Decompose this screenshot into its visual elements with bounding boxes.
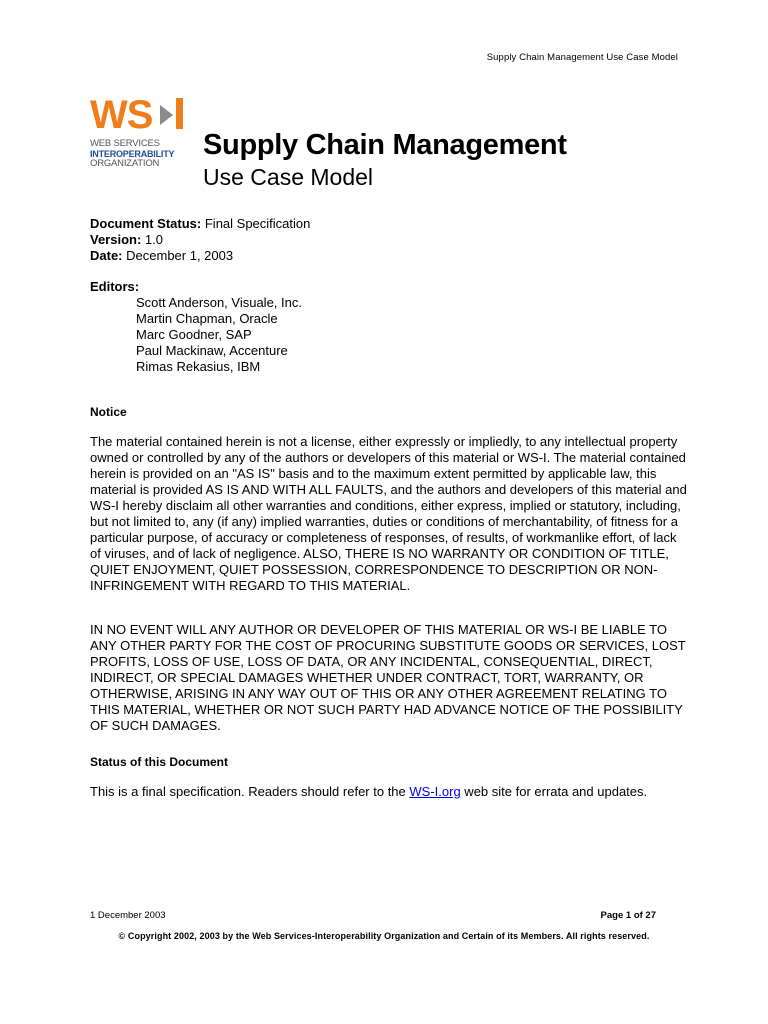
logo-arrow-icon (160, 105, 173, 125)
editor-item: Marc Goodner, SAP (136, 327, 252, 342)
version-value: 1.0 (144, 232, 163, 247)
logo-line-2: INTEROPERABILITY (90, 149, 175, 159)
editors-list (136, 295, 302, 375)
status-row (90, 216, 310, 232)
logo-mark: WS (90, 93, 153, 137)
ws-i-logo (90, 95, 195, 175)
footer-date: 1 December 2003 (90, 910, 166, 921)
editor-item: Martin Chapman, Oracle (136, 311, 278, 326)
editor-item: Rimas Rekasius, IBM (136, 359, 261, 374)
version-row (90, 232, 310, 248)
document-meta (90, 216, 310, 264)
status-label: Document Status: (90, 216, 202, 231)
editors-label: Editors: (90, 279, 140, 294)
date-label: Date: (90, 248, 123, 263)
date-row (90, 248, 310, 264)
status-text-after: web site for errata and updates. (460, 784, 648, 799)
logo-line-1: WEB SERVICES (90, 138, 160, 149)
notice-paragraph-1: The material contained herein is not a license, either expressly or impliedly, to any intellectual property owned or controlled by any of the authors or developers of this material or WS-I. The material contained herein is provided on an "AS IS" basis and to the maximum extent permitted by applicable law, this material is provided AS IS AND WITH ALL FAULTS, and the authors and developers of this material and WS-I hereby disclaim all other warranties and conditions, either express, implied or statutory, including, but not limited to, any (if any) implied warranties, duties or conditions of merchantability, of fitness for a particular purpose, of accuracy or completeness of responses, of results, of workmanlike effort, of lack of viruses, and of lack of negligence. ALSO, THERE IS NO WARRANTY OR CONDITION OF TITLE, QUIET ENJOYMENT, QUIET POSSESSION, CORRESPONDENCE TO DESCRIPTION OR NON-INFRINGEMENT WITH REGARD TO THIS MATERIAL. (90, 434, 687, 593)
document-subtitle: Use Case Model (203, 164, 374, 190)
logo-line-3: ORGANIZATION (90, 158, 160, 169)
date-value: December 1, 2003 (126, 248, 234, 263)
status-text-before: This is a final specification. Readers should refer to the (90, 784, 410, 799)
notice-heading: Notice (90, 405, 127, 419)
editor-item: Paul Mackinaw, Accenture (136, 343, 288, 358)
status-heading: Status of this Document (90, 755, 229, 769)
document-title: Supply Chain Management (203, 129, 567, 161)
logo-bar-icon (176, 98, 183, 129)
status-paragraph (90, 784, 690, 800)
notice-paragraph-2: IN NO EVENT WILL ANY AUTHOR OR DEVELOPER OF THIS MATERIAL OR WS-I BE LIABLE TO ANY OTHER PARTY FOR THE COST OF PROCURING SUBSTITUTE GOODS OR SERVICES, LOST PROFITS, LOSS OF USE, LOSS OF DATA, OR ANY INCIDENTAL, CONSEQUENTIAL, DIRECT, INDIRECT, OR SPECIAL DAMAGES WHETHER UNDER CONTRACT, TORT, WARRANTY, OR OTHERWISE, ARISING IN ANY WAY OUT OF THIS OR ANY OTHER AGREEMENT RELATING TO THIS MATERIAL, WHETHER OR NOT SUCH PARTY HAD ADVANCE NOTICE OF THE POSSIBILITY OF SUCH DAMAGES. (90, 622, 686, 733)
ws-i-org-link[interactable]: WS-I.org (409, 784, 461, 799)
footer-copyright: © Copyright 2002, 2003 by the Web Services-Interoperability Organization and Certain of its Members. All rights reserved. (118, 931, 650, 941)
status-value: Final Specification (204, 216, 311, 231)
footer-page-number: Page 1 of 27 (600, 910, 656, 921)
version-label: Version: (90, 232, 142, 247)
running-header: Supply Chain Management Use Case Model (486, 52, 678, 63)
editor-item: Scott Anderson, Visuale, Inc. (136, 295, 302, 310)
